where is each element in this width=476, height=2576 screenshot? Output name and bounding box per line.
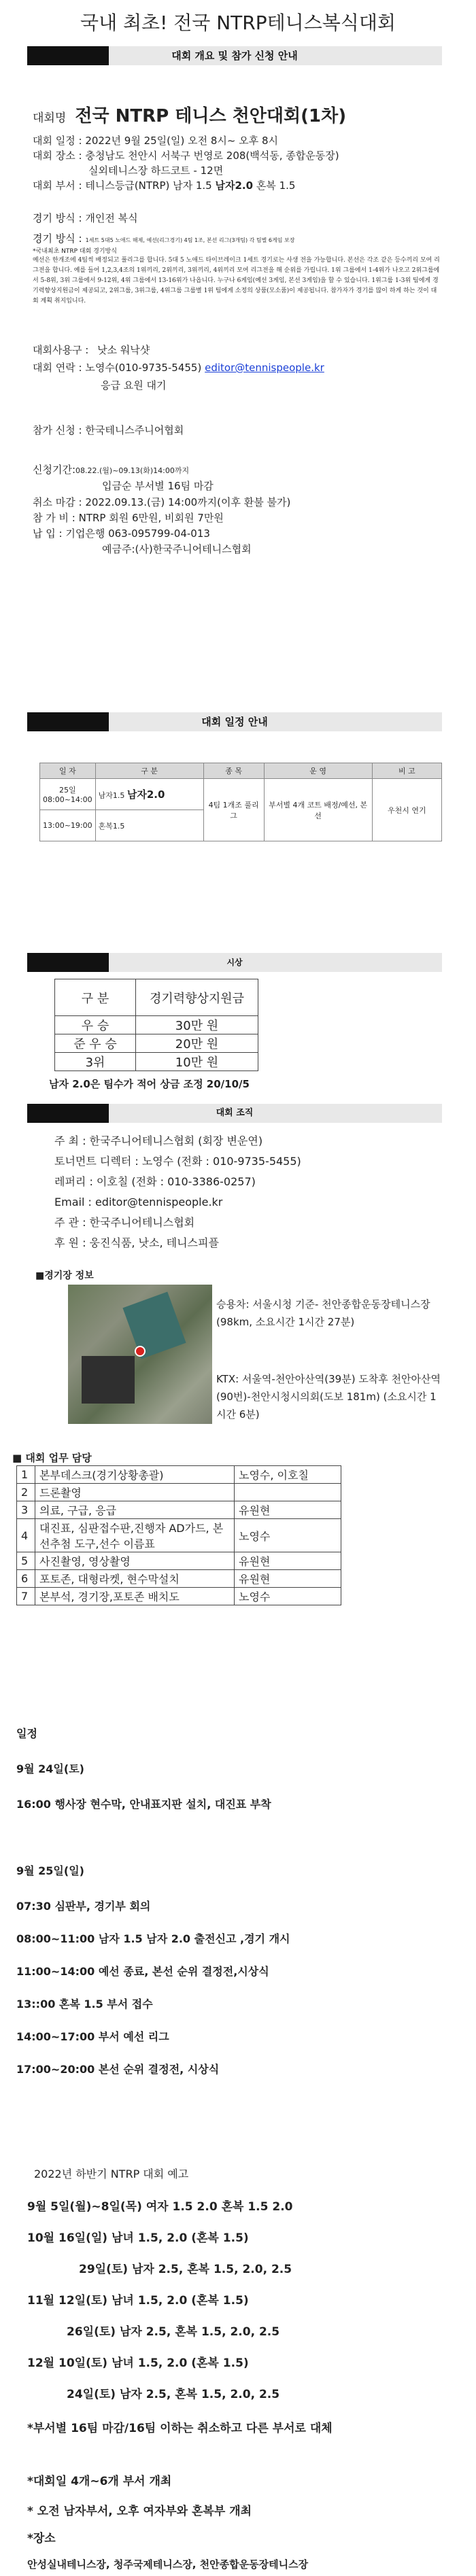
prize-row xyxy=(55,1034,258,1053)
schedule-header-row xyxy=(40,763,442,779)
prize-row xyxy=(55,1016,258,1034)
preview-item: 11월 12일(토) 남녀 1.5, 2.0 (혼복 1.5) xyxy=(27,2294,249,2308)
prize-col2: 경기력향상지원금 xyxy=(136,979,258,1016)
preview-note: *부서별 16팀 마감/16팀 이하는 취소하고 다른 부서로 대체 xyxy=(27,2422,333,2435)
fee-label: 참 가 비 : xyxy=(33,512,75,524)
event1-bold: 남자2.0 xyxy=(126,788,165,801)
col-kind: 종 목 xyxy=(203,763,264,779)
org-block xyxy=(54,1131,301,1253)
staff-task: 본부데스크(경기상황총괄) xyxy=(35,1466,235,1484)
fee-value: NTRP 회원 6만원, 비회원 7만원 xyxy=(78,512,224,524)
cancel-row xyxy=(33,495,290,510)
staff-name: 노영수 xyxy=(235,1519,341,1552)
schedule-note: 우천시 연기 xyxy=(372,779,441,841)
period-row xyxy=(33,462,189,478)
rule-label: 경기 방식 : xyxy=(33,232,82,245)
date-row xyxy=(33,133,447,148)
venue-ktx-info: KTX: 서울역-천안아산역(39분) 도착후 천안아산역(90번)-천안시청시의회(도보 181m) (소요시간 1시간 6분) xyxy=(216,1373,441,1421)
schedule-date: 25일 xyxy=(59,786,76,795)
timeline-item: 17:00~20:00 본선 순위 결정전, 시상식 xyxy=(16,2063,220,2076)
division-pre: 테니스등급(NTRP) 남자 1.5 xyxy=(85,179,216,192)
ball-value: 낫소 워낙샷 xyxy=(97,344,150,356)
schedule-time2: 13:00~19:00 xyxy=(40,810,96,841)
timeline-item: 13::00 혼복 1.5 부서 접수 xyxy=(16,1998,153,2011)
col-note: 비 고 xyxy=(372,763,441,779)
staff-row xyxy=(17,1552,341,1570)
prize-rank: 준 우 승 xyxy=(55,1034,136,1053)
timeline-heading: 일정 xyxy=(16,1727,37,1740)
timeline-day1-item: 16:00 행사장 현수막, 안내표지판 설치, 대진표 부착 xyxy=(16,1798,271,1811)
rule-paragraph: 예선은 한개조에 4팀씩 배정되고 풀리그를 합니다. 5대 5 노애드 타이브레이크 1세트 경기로는 사생 전을 가능합니다. 본선은 각조 같은 등수끼리 모여 리그전을 합니다. 예를 들어 1,2,3,4조의 1위끼리, 2위끼리, 3위끼리, 4위끼리 모여 리그전을 해 순위를 가립니다. 1위 그룹에서 1-4위가 나오고 2위그룹에서 5-8위, 3위 그룹에서 9-12위, 4위 그룹에서 13-16위가 나옵니다. 누구나 6게임(예선 3게임, 본선 3게임)을 할 수 있습니다. 1위그룹 1-3위 팀에게 경기력향상지원금이 제공되고, 2위그룹, 3위그룹, 4위그룹 그룹별 1위 팀에게 소정의 상품(모소품)이 제공됩니다. 참가자가 경기를 많이 하게 하는 것이 대회 계획 취지입니다. xyxy=(33,257,440,304)
preview-item: 26일(토) 남자 2.5, 혼복 1.5, 2.0, 2.5 xyxy=(67,2325,280,2339)
contact-block xyxy=(33,341,447,394)
timeline-item: 07:30 심판부, 경기부 회의 xyxy=(16,1900,151,1913)
org-line: 레퍼리 : 이호칠 (전화 : 010-3386-0257) xyxy=(54,1175,256,1188)
contact-email-link[interactable]: editor@tennispeople.kr xyxy=(205,362,324,374)
schedule-header-label: 대회 일정 안내 xyxy=(201,716,268,728)
preview-note: *장소 xyxy=(27,2532,56,2545)
prize-rank: 우 승 xyxy=(55,1016,136,1034)
prize-header xyxy=(27,953,442,972)
org-line: 주 최 : 한국주니어테니스협회 (회장 변운연) xyxy=(54,1134,263,1147)
staff-task: 본부석, 경기장,포토존 배치도 xyxy=(35,1588,235,1605)
ball-label: 대회사용구 : xyxy=(33,344,89,356)
schedule-time1: 08:00~14:00 xyxy=(43,795,92,804)
staff-task: 대진표, 심판접수판,진행자 AD가드, 본선추첨 도구,선수 이름표 xyxy=(35,1519,235,1552)
org-header-label: 대회 조직 xyxy=(216,1108,254,1118)
bank-label: 납 입 : xyxy=(33,527,63,540)
preview-note: * 오전 남자부서, 오후 여자부와 혼복부 개최 xyxy=(27,2505,252,2518)
date-label: 대회 일정 : xyxy=(33,135,82,147)
fee-row xyxy=(33,510,290,526)
preview-item: 12월 10일(토) 남녀 1.5, 2.0 (혼복 1.5) xyxy=(27,2356,249,2370)
ball-row xyxy=(33,341,447,359)
staff-row xyxy=(17,1519,341,1552)
staff-name: 유원현 xyxy=(235,1570,341,1588)
staff-no: 2 xyxy=(17,1484,35,1501)
staff-name: 노영수 xyxy=(235,1588,341,1605)
prize-amount: 20만 원 xyxy=(136,1034,258,1053)
venue-label: 대회 장소 : xyxy=(33,150,82,162)
contact-label: 대회 연락 : xyxy=(33,362,82,374)
period-label: 신청기간: xyxy=(33,464,76,476)
event-name-label: 대회명 xyxy=(33,111,67,125)
staff-task: 드론촬영 xyxy=(35,1484,235,1501)
org-header xyxy=(27,1104,442,1123)
staff-row xyxy=(17,1501,341,1519)
timeline-item: 14:00~17:00 부서 예선 리그 xyxy=(16,2030,169,2043)
prize-header-label: 시상 xyxy=(226,958,243,967)
staff-name: 유원현 xyxy=(235,1552,341,1570)
staff-no: 1 xyxy=(17,1466,35,1484)
contact-value: 노영수(010-9735-5455) xyxy=(85,362,202,374)
venue-aerial-map xyxy=(68,1285,212,1424)
method-row xyxy=(33,211,138,226)
rule-row xyxy=(33,231,294,245)
court-block xyxy=(122,1291,186,1359)
bank-row xyxy=(33,526,290,542)
cancel-value: 2022.09.13.(금) 14:00까지(이후 환불 불가) xyxy=(85,496,291,508)
staff-no: 6 xyxy=(17,1570,35,1588)
court-block xyxy=(82,1356,135,1404)
staff-no: 4 xyxy=(17,1519,35,1552)
bank-value: 기업은행 063-095799-04-013 xyxy=(65,527,210,540)
overview-header-label: 대회 개요 및 참가 신청 안내 xyxy=(171,50,298,62)
staff-task: 포토존, 대형라켓, 현수막설치 xyxy=(35,1570,235,1588)
staff-no: 3 xyxy=(17,1501,35,1519)
staff-name xyxy=(235,1484,341,1501)
staff-no: 5 xyxy=(17,1552,35,1570)
prize-header-row xyxy=(55,979,258,1016)
rule-value: 1세트 5대5 노애드 해제, 예선(리그경기) 4팀 1조, 본선 리그(3개팀) 각 팀별 6게임 보장 xyxy=(85,237,295,243)
schedule-event1 xyxy=(95,779,203,810)
preview-item: 29일(토) 남자 2.5, 혼복 1.5, 2.0, 2.5 xyxy=(79,2263,292,2276)
preview-note: *대회일 4개~6개 부서 개최 xyxy=(27,2475,172,2488)
preview-heading: 2022년 하반기 NTRP 대회 예고 xyxy=(34,2168,189,2180)
date-value: 2022년 9월 25일(일) 오전 8시~ 오후 8시 xyxy=(85,135,279,147)
division-row xyxy=(33,178,447,193)
cancel-label: 취소 마감 : xyxy=(33,496,82,508)
apply-label: 참가 신청 : xyxy=(33,424,82,436)
timeline-item: 08:00~11:00 남자 1.5 남자 2.0 출전신고 ,경기 개시 xyxy=(16,1932,290,1945)
schedule-header xyxy=(27,712,442,731)
overview-block xyxy=(33,133,447,193)
method-value: 개인전 복식 xyxy=(85,212,138,224)
prize-table xyxy=(54,979,258,1071)
overview-header xyxy=(27,46,442,65)
division-bold: 남자2.0 xyxy=(215,179,254,192)
period-sub: 입금순 부서별 16팀 마감 xyxy=(102,480,214,492)
staff-no: 7 xyxy=(17,1588,35,1605)
division-post: 혼복 1.5 xyxy=(253,179,296,192)
col-date: 일 자 xyxy=(40,763,96,779)
fee-block xyxy=(33,495,290,557)
division-label: 대회 부서 : xyxy=(33,179,82,192)
preview-item: 10월 16일(일) 남녀 1.5, 2.0 (혼복 1.5) xyxy=(27,2231,249,2245)
venue-row xyxy=(33,148,447,163)
staff-name: 노영수, 이호칠 xyxy=(235,1466,341,1484)
staff-table xyxy=(16,1465,341,1605)
timeline-item: 11:00~14:00 예선 종료, 본선 순위 결정전,시상식 xyxy=(16,1965,269,1978)
staff-name: 유원현 xyxy=(235,1501,341,1519)
col-division: 구 분 xyxy=(95,763,203,779)
prize-rank: 3위 xyxy=(55,1053,136,1071)
venue-car-info: 승용차: 서울시청 기준- 천안종합운동장테니스장(98km, 소요시간 1시간 27분) xyxy=(216,1298,430,1328)
rule-note-title: *국내최초 NTRP 대회 경기방식 xyxy=(33,248,117,255)
period-value: 08.22.(월)~09.13(화)14:00까지 xyxy=(75,466,190,475)
schedule-kind: 4팀 1개조 풀리그 xyxy=(203,779,264,841)
schedule-table xyxy=(39,763,442,841)
contact-sub: 응급 요원 대기 xyxy=(101,379,167,391)
preview-note: 안성실내테니스장, 청주국제테니스장, 천안종합운동장테니스장 xyxy=(27,2558,309,2571)
prize-amount: 30만 원 xyxy=(136,1016,258,1034)
schedule-event2: 혼복1.5 xyxy=(95,810,203,841)
apply-row xyxy=(33,423,184,438)
staff-task: 의료, 구급, 응급 xyxy=(35,1501,235,1519)
preview-item: 24일(토) 남자 2.5, 혼복 1.5, 2.0, 2.5 xyxy=(67,2388,280,2401)
location-pin-icon xyxy=(135,1346,146,1357)
prize-col1: 구 분 xyxy=(55,979,136,1016)
schedule-ops: 부서별 4개 코트 배정/예선, 본선 xyxy=(264,779,372,841)
org-line: 후 원 : 웅진식품, 낫소, 테니스피플 xyxy=(54,1236,219,1249)
staff-row xyxy=(17,1588,341,1605)
staff-row xyxy=(17,1466,341,1484)
event-name-value: 전국 NTRP 테니스 천안대회(1차) xyxy=(75,106,347,126)
timeline-day1: 9월 24일(토) xyxy=(16,1762,84,1775)
preview-item: 9월 5일(월)~8일(목) 여자 1.5 2.0 혼복 1.5 2.0 xyxy=(27,2200,293,2214)
org-line: 토너먼트 디렉터 : 노영수 (전화 : 010-9735-5455) xyxy=(54,1155,301,1168)
schedule-date-cell xyxy=(40,779,96,810)
org-line: Email : editor@tennispeople.kr xyxy=(54,1196,223,1208)
bank-holder: 예금주:(사)한국주니어테니스협회 xyxy=(102,543,252,555)
event1-pre: 남자1.5 xyxy=(98,791,127,800)
venue-info-header: ■경기장 정보 xyxy=(35,1270,94,1281)
staff-header: ■ 대회 업무 담당 xyxy=(12,1452,92,1464)
page-title: 국내 최초! 전국 NTRP테니스복식대회 xyxy=(80,12,396,34)
contact-row xyxy=(33,359,447,377)
prize-row xyxy=(55,1053,258,1071)
apply-value: 한국테니스주니어협회 xyxy=(85,424,184,436)
org-line: 주 관 : 한국주니어테니스협회 xyxy=(54,1216,195,1229)
venue-value: 충청남도 천안시 서북구 번영로 208(백석동, 종합운동장) xyxy=(85,150,339,162)
venue-row-2: 실외테니스장 하드코트 - 12면 xyxy=(88,164,224,177)
prize-note: 남자 2.0은 팀수가 적어 상금 조정 20/10/5 xyxy=(49,1078,250,1090)
staff-task: 사진촬영, 영상촬영 xyxy=(35,1552,235,1570)
staff-row xyxy=(17,1484,341,1501)
schedule-row-1 xyxy=(40,779,442,810)
prize-amount: 10만 원 xyxy=(136,1053,258,1071)
timeline-day2: 9월 25일(일) xyxy=(16,1864,84,1877)
event-name-row xyxy=(33,102,346,127)
col-ops: 운 영 xyxy=(264,763,372,779)
method-label: 경기 방식 : xyxy=(33,212,82,224)
staff-row xyxy=(17,1570,341,1588)
